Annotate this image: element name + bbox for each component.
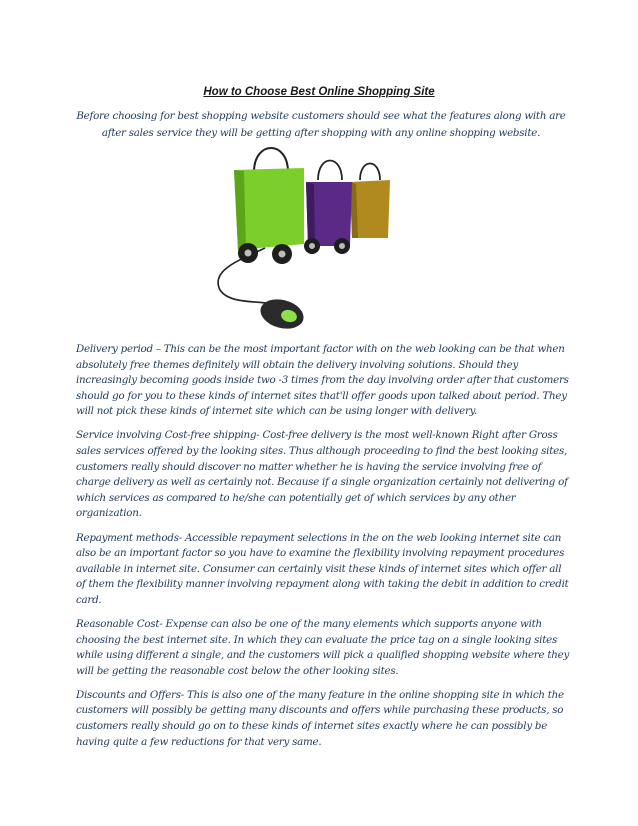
- gold-bag-icon: [350, 164, 390, 239]
- page-title: How to Choose Best Online Shopping Site: [203, 86, 435, 98]
- paragraph-reasonable-cost: Reasonable Cost- Expense can also be one of the many elements which supports anyone with choosing the best internet site. In which they can evaluate the price tag on a single looking sites while using different a single, and the customers will pick a qualified shopping website where they will be getting the reasonable cost below the other looking sites.: [76, 618, 570, 677]
- green-bag-icon: [234, 148, 304, 250]
- paragraph-free-shipping: Service involving Cost-free shipping- Cost-free delivery is the most well-known Right after Gross sales services offered by the looking sites. Thus although proceeding to find the best looking sites, customers really should discover no matter whether he is having the service involving free of charge delivery as well as certainly not. Because if a single organization certainly not delivering of which services as compared to he/she can potentially get of which services by any other organization.: [76, 429, 568, 520]
- paragraph-discounts-offers: Discounts and Offers- This is also one of the many feature in the online shopping site in which the customers will possibly be getting many discounts and offers while purchasing these products, so customers really should go on to these kinds of internet sites exactly where he can possibly be having quite a few reductions for that very same.: [76, 688, 564, 748]
- body-text: [76, 342, 570, 759]
- shopping-bags-illustration: [200, 140, 450, 335]
- paragraph-delivery-period: Delivery period – This can be the most important factor with on the web looking can be that when absolutely free themes definitely will obtain the delivery involving solutions. Should they increasingly becoming goods inside two -3 times from the day involving order after that customers should go for you to these kinds of internet sites that'll offer goods upon talked about period. They will not pick these kinds of internet site which can be using longer with delivery.: [76, 343, 569, 418]
- paragraph-repayment-methods: Repayment methods- Accessible repayment selections in the on the web looking internet site can also be an important factor so you have to examine the flexibility involving repayment procedures available in internet site. Consumer can certainly visit these kinds of internet sites which offer all of them the flexibility manner involving repayment along with taking the debit in addition to credit card.: [76, 531, 569, 606]
- purple-bag-icon: [306, 161, 352, 247]
- computer-mouse-icon: [257, 295, 307, 333]
- intro-paragraph: Before choosing for best shopping website customers should see what the features along with are after sales service they will be getting after shopping with any online shopping website.: [76, 110, 566, 139]
